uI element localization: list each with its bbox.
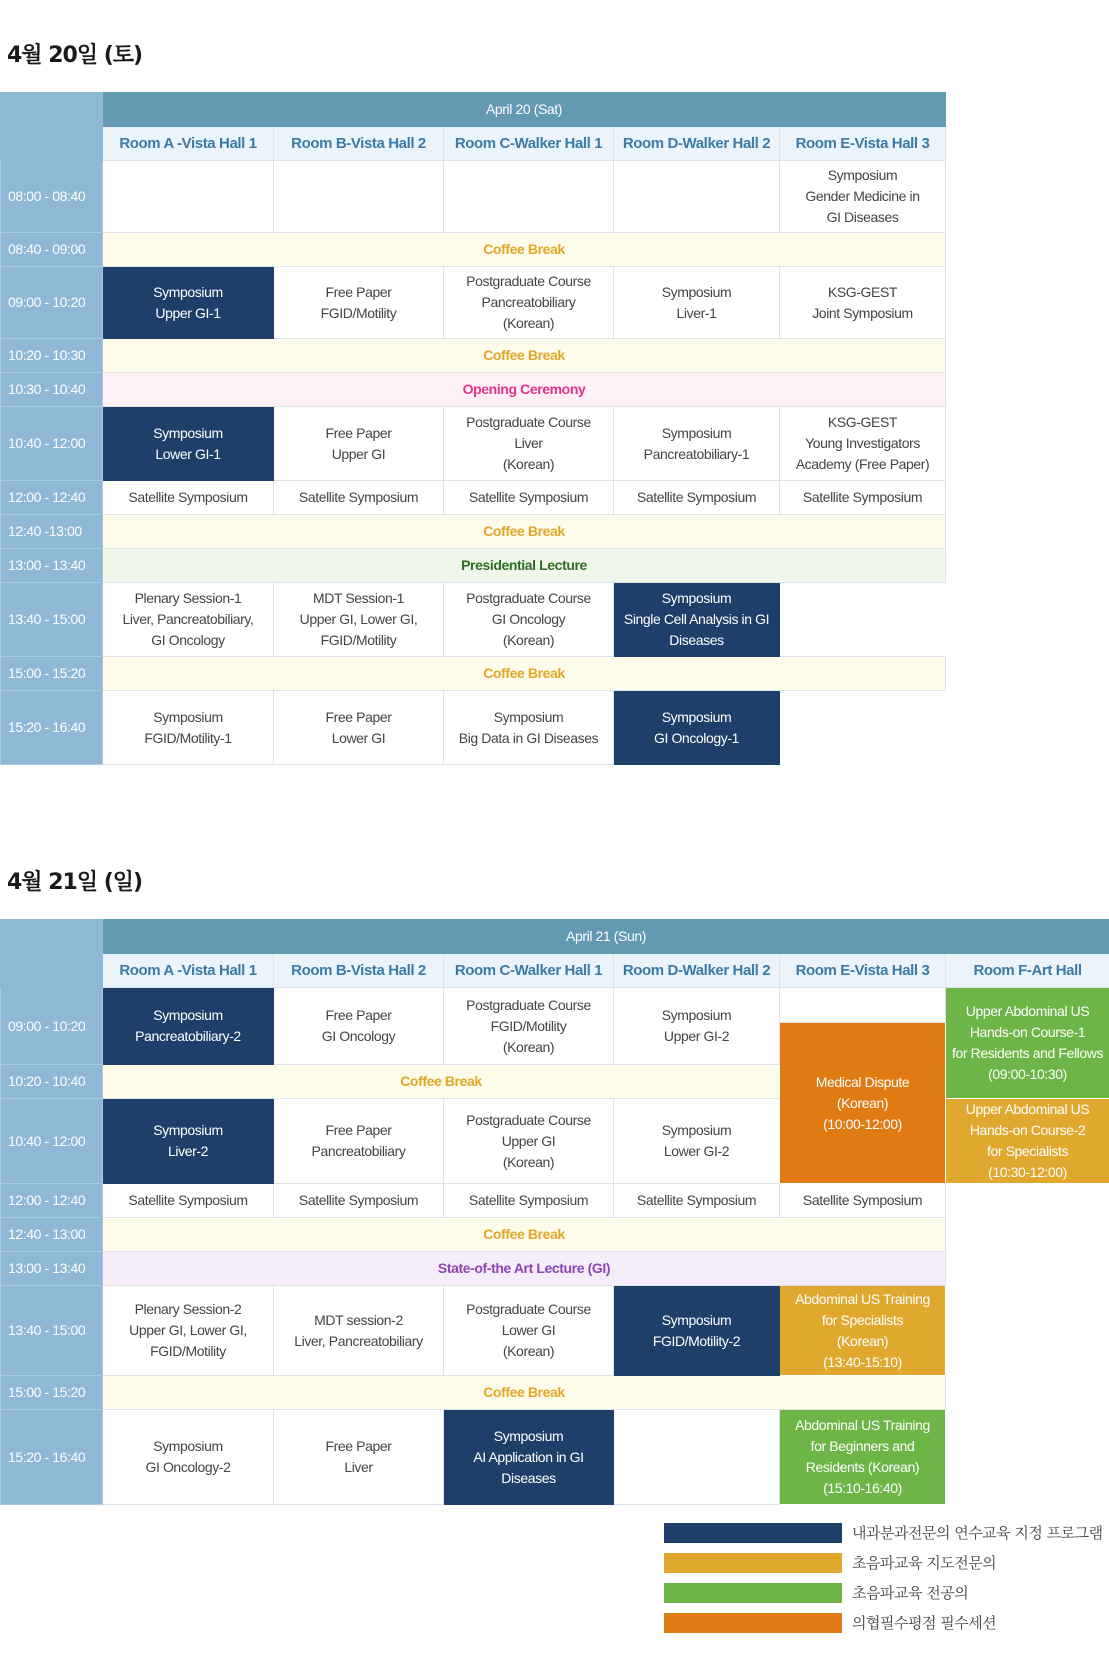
time-slot: 13:40 - 15:00 [1,583,103,657]
time-slot: 12:40 -13:00 [1,515,103,549]
session-cell[interactable]: Postgraduate Course Pancreatobiliary (Korean) [444,267,614,339]
room-header: Room C-Walker Hall 1 [444,127,614,161]
coffee-band: Coffee Break [103,657,946,691]
session-cell[interactable]: KSG-GEST Young Investigators Academy (Free Paper) [780,407,946,481]
session-cell[interactable]: KSG-GEST Joint Symposium [780,267,946,339]
time-slot: 15:20 - 16:40 [1,1410,103,1505]
session-cell[interactable]: Symposium Gender Medicine in GI Diseases [780,161,946,233]
day1-date-header: April 20 (Sat) [103,93,946,127]
coffee-band: Coffee Break [103,339,946,373]
session-cell[interactable]: Satellite Symposium [780,1184,946,1218]
session-cell[interactable]: Medical Dispute (Korean) (10:00-12:00) [780,1023,946,1184]
room-header: Room B-Vista Hall 2 [274,127,444,161]
session-cell[interactable]: Abdominal US Training for Beginners and Residents (Korean) (15:10-16:40) [780,1410,946,1505]
legend-swatch-navy [664,1523,842,1543]
day2-title: 4월 21일 (일) [7,870,143,895]
session-cell[interactable]: Symposium Big Data in GI Diseases [444,691,614,765]
session-cell-empty [444,161,614,233]
session-cell[interactable]: Satellite Symposium [614,1184,780,1218]
session-cell[interactable]: Free Paper Upper GI [274,407,444,481]
legend-label: 의협필수평점 필수세션 [852,1614,997,1632]
time-slot: 09:00 - 10:20 [1,988,103,1065]
session-cell-empty [780,988,946,1023]
session-cell[interactable]: Symposium Upper GI-2 [614,988,780,1065]
room-header: Room D-Walker Hall 2 [614,954,780,988]
session-cell[interactable]: Symposium GI Oncology-1 [614,691,780,765]
session-cell[interactable]: Free Paper Pancreatobiliary [274,1099,444,1184]
session-cell[interactable]: Postgraduate Course FGID/Motility (Korean) [444,988,614,1065]
legend-item [664,1613,1109,1633]
session-cell[interactable]: Symposium Pancreatobiliary-1 [614,407,780,481]
session-cell[interactable]: Symposium Lower GI-1 [103,407,274,481]
legend-swatch-green [664,1583,842,1603]
session-cell[interactable]: Plenary Session-1 Liver, Pancreatobiliary, GI Oncology [103,583,274,657]
session-cell[interactable]: Upper Abdominal US Hands-on Course-2 for Specialists (10:30-12:00) [946,1099,1109,1184]
session-cell-empty [103,161,274,233]
session-cell-empty [274,161,444,233]
session-cell[interactable]: Symposium AI Application in GI Diseases [444,1410,614,1505]
coffee-break-band: Coffee Break [103,1376,946,1410]
state-of-the-art-band: State-of-the Art Lecture (GI) [103,1252,946,1286]
session-cell[interactable]: Symposium Liver-1 [614,267,780,339]
session-cell[interactable]: Free Paper Lower GI [274,691,444,765]
room-header: Room C-Walker Hall 1 [444,954,614,988]
time-slot: 13:00 - 13:40 [1,549,103,583]
legend-label: 초음파교육 지도전문의 [852,1554,997,1572]
time-slot: 12:00 - 12:40 [1,481,103,515]
day2-date-header: April 21 (Sun) [103,920,1109,954]
session-cell[interactable]: Postgraduate Course Lower GI (Korean) [444,1286,614,1376]
time-slot: 13:00 - 13:40 [1,1252,103,1286]
session-cell[interactable]: Satellite Symposium [103,1184,274,1218]
time-slot: 09:00 - 10:20 [1,267,103,339]
coffee-band: Coffee Break [103,233,946,267]
day1-title: 4월 20일 (토) [7,43,143,68]
coffee-break-band: Coffee Break [103,1218,946,1252]
session-cell[interactable]: Satellite Symposium [444,1184,614,1218]
time-slot: 12:40 - 13:00 [1,1218,103,1252]
legend-item [664,1523,1109,1543]
time-slot: 15:00 - 15:20 [1,657,103,691]
time-slot: 10:20 - 10:30 [1,339,103,373]
time-slot: 10:20 - 10:40 [1,1065,103,1099]
session-cell[interactable]: Symposium FGID/Motility-1 [103,691,274,765]
time-slot: 13:40 - 15:00 [1,1286,103,1376]
time-slot: 08:00 - 08:40 [1,161,103,233]
session-cell[interactable]: MDT session-2 Liver, Pancreatobiliary [274,1286,444,1376]
day2-schedule-table [0,919,1109,1505]
day1-schedule-table [0,92,946,765]
session-cell[interactable]: Upper Abdominal US Hands-on Course-1 for Residents and Fellows (09:00-10:30) [946,988,1109,1099]
session-cell[interactable]: Symposium Upper GI-1 [103,267,274,339]
legend-item [664,1583,1109,1603]
room-header: Room A -Vista Hall 1 [103,127,274,161]
room-header: Room F-Art Hall [946,954,1109,988]
time-slot: 08:40 - 09:00 [1,233,103,267]
session-cell[interactable]: Free Paper Liver [274,1410,444,1505]
time-slot: 15:00 - 15:20 [1,1376,103,1410]
legend-swatch-orange [664,1613,842,1633]
session-cell[interactable]: MDT Session-1 Upper GI, Lower GI, FGID/Motility [274,583,444,657]
session-cell-empty [614,1410,780,1505]
session-cell[interactable]: Plenary Session-2 Upper GI, Lower GI, FGID/Motility [103,1286,274,1376]
session-cell-empty [780,691,946,765]
session-cell[interactable]: Abdominal US Training for Specialists (Korean) (13:40-15:10) [780,1286,946,1376]
session-cell[interactable]: Satellite Symposium [614,481,780,515]
coffee-band: Coffee Break [103,515,946,549]
session-cell[interactable]: Symposium Liver-2 [103,1099,274,1184]
legend-label: 내과분과전문의 연수교육 지정 프로그램 [852,1524,1103,1542]
empty-area [946,1184,1109,1505]
session-cell[interactable]: Satellite Symposium [780,481,946,515]
session-cell-empty [780,583,946,657]
session-cell[interactable]: Satellite Symposium [274,481,444,515]
session-cell[interactable]: Symposium Pancreatobiliary-2 [103,988,274,1065]
time-slot: 10:30 - 10:40 [1,373,103,407]
session-cell[interactable]: Postgraduate Course Liver (Korean) [444,407,614,481]
session-cell[interactable]: Satellite Symposium [103,481,274,515]
session-cell[interactable]: Symposium Single Cell Analysis in GI Diseases [614,583,780,657]
room-header: Room D-Walker Hall 2 [614,127,780,161]
session-cell[interactable]: Satellite Symposium [274,1184,444,1218]
legend-swatch-yellow [664,1553,842,1573]
session-cell[interactable]: Symposium Lower GI-2 [614,1099,780,1184]
room-header: Room E-Vista Hall 3 [780,954,946,988]
time-slot: 10:40 - 12:00 [1,1099,103,1184]
session-cell[interactable]: Symposium FGID/Motility-2 [614,1286,780,1376]
session-cell[interactable]: Satellite Symposium [444,481,614,515]
session-cell[interactable]: Symposium GI Oncology-2 [103,1410,274,1505]
session-cell[interactable]: Free Paper GI Oncology [274,988,444,1065]
session-cell[interactable]: Postgraduate Course Upper GI (Korean) [444,1099,614,1184]
legend-label: 초음파교육 전공의 [852,1584,969,1602]
session-cell[interactable]: Free Paper FGID/Motility [274,267,444,339]
legend-item [664,1553,1109,1573]
session-cell[interactable]: Postgraduate Course GI Oncology (Korean) [444,583,614,657]
coffee-break-band: Coffee Break [103,1065,780,1099]
time-slot: 10:40 - 12:00 [1,407,103,481]
opening-band: Opening Ceremony [103,373,946,407]
header-corner [1,920,103,988]
time-slot: 12:00 - 12:40 [1,1184,103,1218]
room-header: Room A -Vista Hall 1 [103,954,274,988]
room-header: Room E-Vista Hall 3 [780,127,946,161]
time-slot: 15:20 - 16:40 [1,691,103,765]
session-cell-empty [614,161,780,233]
pres-band: Presidential Lecture [103,549,946,583]
room-header: Room B-Vista Hall 2 [274,954,444,988]
header-corner [1,93,103,161]
